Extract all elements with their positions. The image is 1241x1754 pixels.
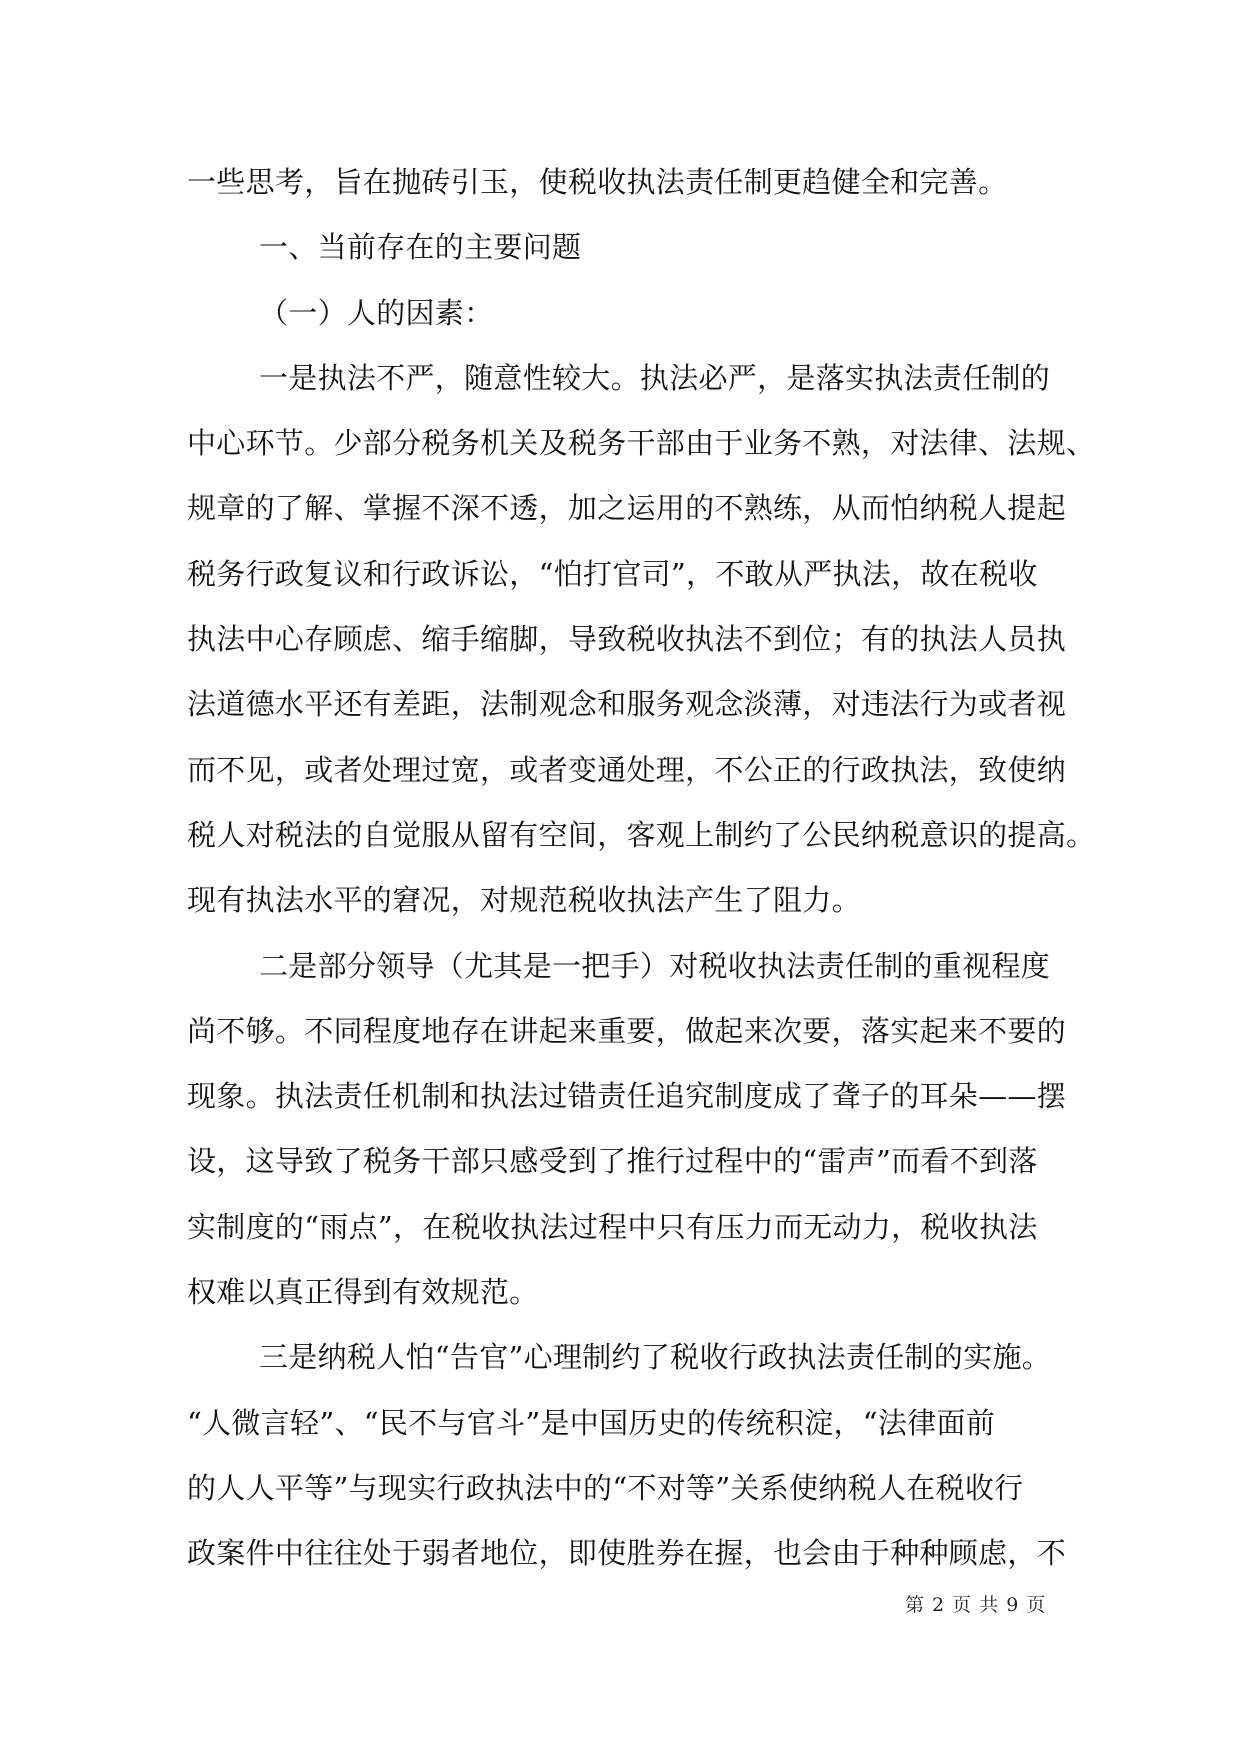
text-line: 一些思考，旨在抛砖引玉，使税收执法责任制更趋健全和完善。 [187, 165, 1008, 199]
text-line: 权难以真正得到有效规范。 [187, 1275, 539, 1310]
section-heading: 一、当前存在的主要问题 [259, 230, 582, 265]
text-line: 现象。执法责任机制和执法过错责任追究制度成了聋子的耳朵——摆 [187, 1079, 1067, 1114]
text-line: 政案件中往往处于弱者地位，即使胜券在握，也会由于种种顾虑，不 [187, 1536, 1067, 1571]
text-line: 税人对税法的自觉服从留有空间，客观上制约了公民纳税意识的提高。 [187, 817, 1096, 852]
text-line: 中心环节。少部分税务机关及税务干部由于业务不熟，对法律、法规、 [187, 426, 1096, 461]
subsection-heading: （一）人的因素： [259, 295, 494, 330]
text-line: 规章的了解、掌握不深不透，加之运用的不熟练，从而怕纳税人提起 [187, 491, 1067, 526]
text-line: 设，这导致了税务干部只感受到了推行过程中的“雷声”而看不到落 [187, 1144, 1038, 1179]
text-line: 执法中心存顾虑、缩手缩脚，导致税收执法不到位；有的执法人员执 [187, 622, 1067, 657]
text-line: 而不见，或者处理过宽，或者变通处理，不公正的行政执法，致使纳 [187, 752, 1067, 787]
body-text [187, 150, 1096, 1587]
text-line: 二是部分领导（尤其是一把手）对税收执法责任制的重视程度 [259, 948, 1051, 983]
text-line: 现有执法水平的窘况，对规范税收执法产生了阻力。 [187, 883, 861, 918]
text-line: 法道德水平还有差距，法制观念和服务观念淡薄，对违法行为或者视 [187, 687, 1067, 722]
text-line: 的人人平等”与现实行政执法中的“不对等”关系使纳税人在税收行 [187, 1470, 1024, 1505]
page-number: 第 2 页 共 9 页 [905, 1594, 1047, 1616]
text-line: “人微言轻”、“民不与官斗”是中国历史的传统积淀，“法律面前 [187, 1405, 996, 1440]
text-line: 税务行政复议和行政诉讼，“怕打官司”，不敢从严执法，故在税收 [187, 556, 1038, 591]
text-line: 实制度的“雨点”，在税收执法过程中只有压力而无动力，税收执法 [187, 1209, 1038, 1244]
text-line: 三是纳税人怕“告官”心理制约了税收行政执法责任制的实施。 [259, 1340, 1052, 1375]
text-line: 一是执法不严，随意性较大。执法必严，是落实执法责任制的 [259, 360, 1051, 395]
text-line: 尚不够。不同程度地存在讲起来重要，做起来次要，落实起来不要的 [187, 1013, 1067, 1048]
